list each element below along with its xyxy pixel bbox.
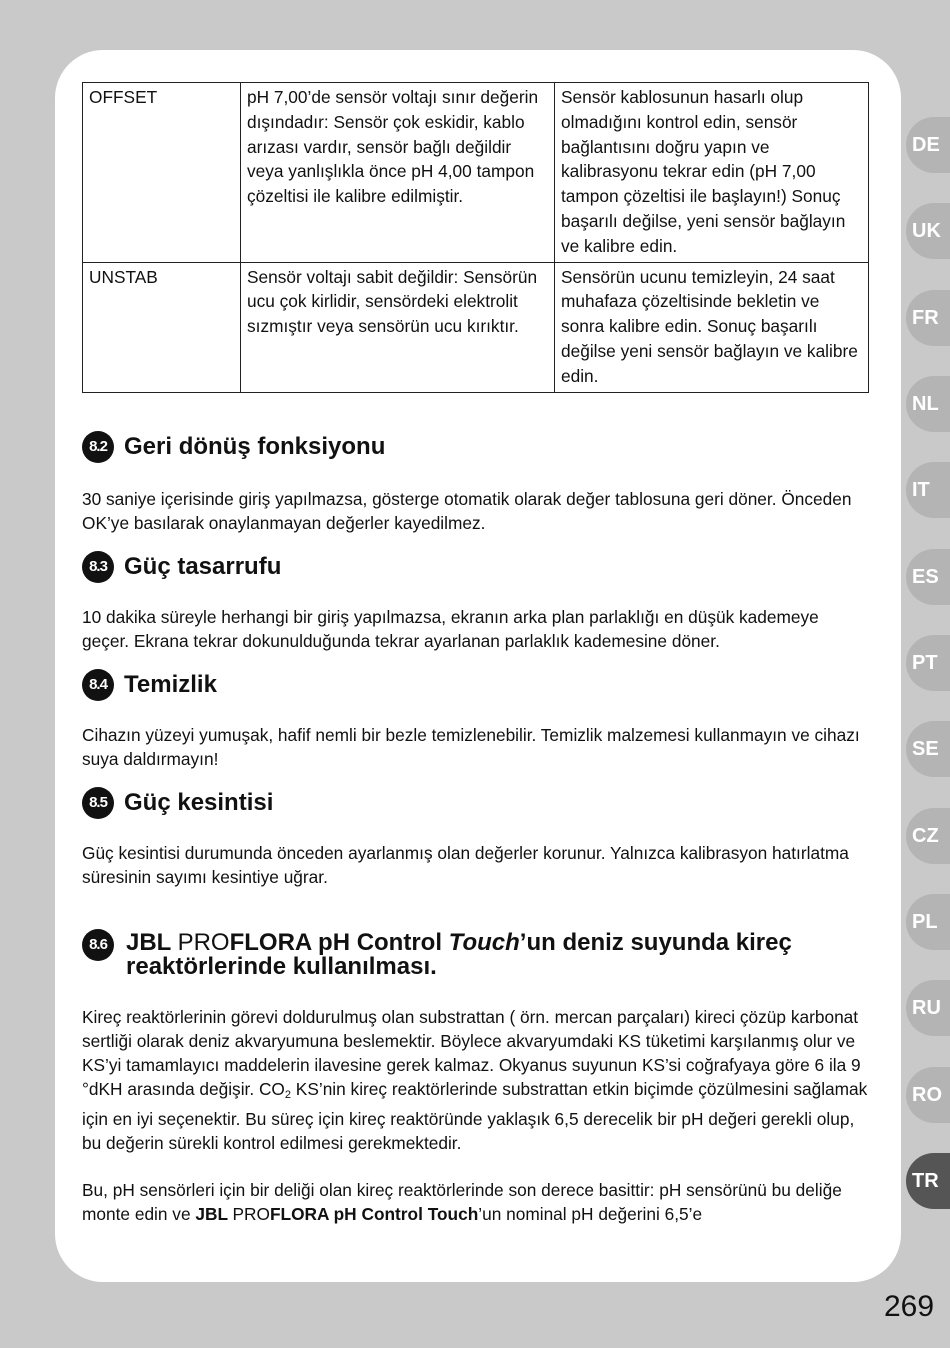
language-tab-ro[interactable]: RO — [906, 1067, 950, 1123]
section-number-badge: 8.5 — [82, 787, 114, 819]
paragraph-text: KS’nin kireç reaktörlerinde substrattan etkin biçimde çözülmesini sağlamak için en iyi seçenektir. Bu süreç için kireç reaktöründe yaklaşık 6,5 derecelik bir pH değeri gerekli olup, bu değerin sürekli kontrol edilmesi gerekmektedir. — [82, 1078, 868, 1153]
language-tab-fr[interactable]: FR — [906, 290, 950, 346]
section-title: Geri dönüş fonksiyonu — [124, 432, 386, 460]
error-remedy-cell: Sensör kablosunun hasarlı olup olmadığını kontrol edin, sensör bağlantısını doğru yapın ve kalibrasyonu tekrar edin (pH 7,00 tampon çözeltisi ile başlayın!) Sonuç başarılı değilse, yeni sensör bağlayın ve kalibre edin. — [555, 83, 869, 263]
language-tab-nl[interactable]: NL — [906, 376, 950, 432]
section-number-badge: 8.6 — [82, 929, 114, 961]
section-title: Güç tasarrufu — [124, 552, 282, 580]
section-paragraph — [82, 1178, 868, 1226]
section-title: Güç kesintisi — [124, 788, 274, 816]
error-code-cell: UNSTAB — [83, 262, 241, 392]
error-table — [82, 82, 869, 393]
subscript-2: 2 — [284, 1088, 291, 1101]
section-number-badge: 8.3 — [82, 551, 114, 583]
section-heading-8-6 — [82, 929, 868, 979]
brand-pro: PRO — [177, 928, 230, 956]
page-number: 269 — [884, 1290, 935, 1323]
language-tab-uk[interactable]: UK — [906, 203, 950, 259]
section-number-badge: 8.4 — [82, 669, 114, 701]
brand-flora: FLORA pH Control Touch — [269, 1203, 479, 1224]
section-heading-8-4 — [82, 669, 868, 701]
document-content — [82, 82, 868, 1226]
error-code-cell: OFFSET — [83, 83, 241, 263]
section-heading-8-5 — [82, 787, 868, 819]
section-title — [124, 929, 868, 979]
table-row — [83, 262, 869, 392]
product-name: pH Control — [311, 928, 449, 956]
language-tab-ru[interactable]: RU — [906, 980, 950, 1036]
error-remedy-cell: Sensörün ucunu temizleyin, 24 saat muhafaza çözeltisinde bekletin ve sonra kalibre edin. Sonuç başarılı değilse yeni sensör bağlayın ve kalibre edin. — [555, 262, 869, 392]
paragraph-text: Kireç reaktörlerinin görevi doldurulmuş olan substrattan ( örn. mercan parçaları) kireci çözüp karbonat sertliği olarak deniz akvaryumuna beslemektir. Böylece akvaryumdaki KS tüketimi karşılanmış olur ve KS’yi tamamlayıcı maddelerin ilavesine gerek kalmaz. Okyanus suyunun KS’si coğrafyaya göre 6 ila 9 °dKH arasında değişir. CO — [82, 1006, 861, 1099]
language-tab-es[interactable]: ES — [906, 549, 950, 605]
section-paragraph — [82, 1005, 868, 1155]
error-cause-cell: pH 7,00’de sensör voltajı sınır değerin dışındadır: Sensör çok eskidir, kablo arızası vardır, sensör bağlı değildir veya yanlışlıkla önce pH 4,00 tampon çözeltisi ile kalibre edilmiştir. — [241, 83, 555, 263]
language-tab-se[interactable]: SE — [906, 721, 950, 777]
brand-jbl: JBL — [195, 1203, 233, 1224]
brand-pro: PRO — [232, 1203, 270, 1224]
section-number-badge: 8.2 — [82, 431, 114, 463]
error-cause-cell: Sensör voltajı sabit değildir: Sensörün ucu çok kirlidir, sensördeki elektrolit sızmıştır veya sensörün ucu kırıktır. — [241, 262, 555, 392]
section-paragraph: Cihazın yüzeyi yumuşak, hafif nemli bir bezle temizlenebilir. Temizlik malzemesi kullanmayın ve cihazı suya daldırmayın! — [82, 724, 860, 769]
title-rest: ’un deniz suyunda kireç reaktörlerinde kullanılması. — [126, 928, 792, 980]
language-tab-pt[interactable]: PT — [906, 635, 950, 691]
section-heading-8-3 — [82, 551, 868, 583]
paragraph-text: ’un nominal pH değerini 6,5’e — [478, 1203, 703, 1224]
section-paragraph: 10 dakika süreyle herhangi bir giriş yapılmazsa, ekranın arka plan parlaklığı en düşük kademeye geçer. Ekrana tekrar dokunulduğunda tekrar ayarlanan parlaklık kademesine döner. — [82, 606, 819, 651]
section-title: Temizlik — [124, 670, 217, 698]
language-tab-it[interactable]: IT — [906, 462, 950, 518]
paragraph-text: Bu, pH sensörleri için bir deliği olan kireç reaktörlerinde son derece basittir: pH sensörünü bu deliğe monte edin ve — [82, 1179, 842, 1224]
brand-flora: FLORA — [229, 928, 312, 956]
section-paragraph: Güç kesintisi durumunda önceden ayarlanmış olan değerler korunur. Yalnızca kalibrasyon hatırlatma süresinin sayımı kesintiye uğrar. — [82, 842, 849, 887]
language-tab-tr[interactable]: TR — [906, 1153, 950, 1209]
language-tab-pl[interactable]: PL — [906, 894, 950, 950]
product-touch: Touch — [448, 928, 520, 956]
table-row — [83, 83, 869, 263]
section-heading-8-2 — [82, 431, 868, 463]
section-paragraph: 30 saniye içerisinde giriş yapılmazsa, gösterge otomatik olarak değer tablosuna geri döner. Önceden OK’ye basılarak onaylanmayan değerler kayedilmez. — [82, 488, 852, 533]
language-tab-cz[interactable]: CZ — [906, 808, 950, 864]
brand-jbl: JBL — [126, 928, 171, 956]
language-tab-de[interactable]: DE — [906, 117, 950, 173]
